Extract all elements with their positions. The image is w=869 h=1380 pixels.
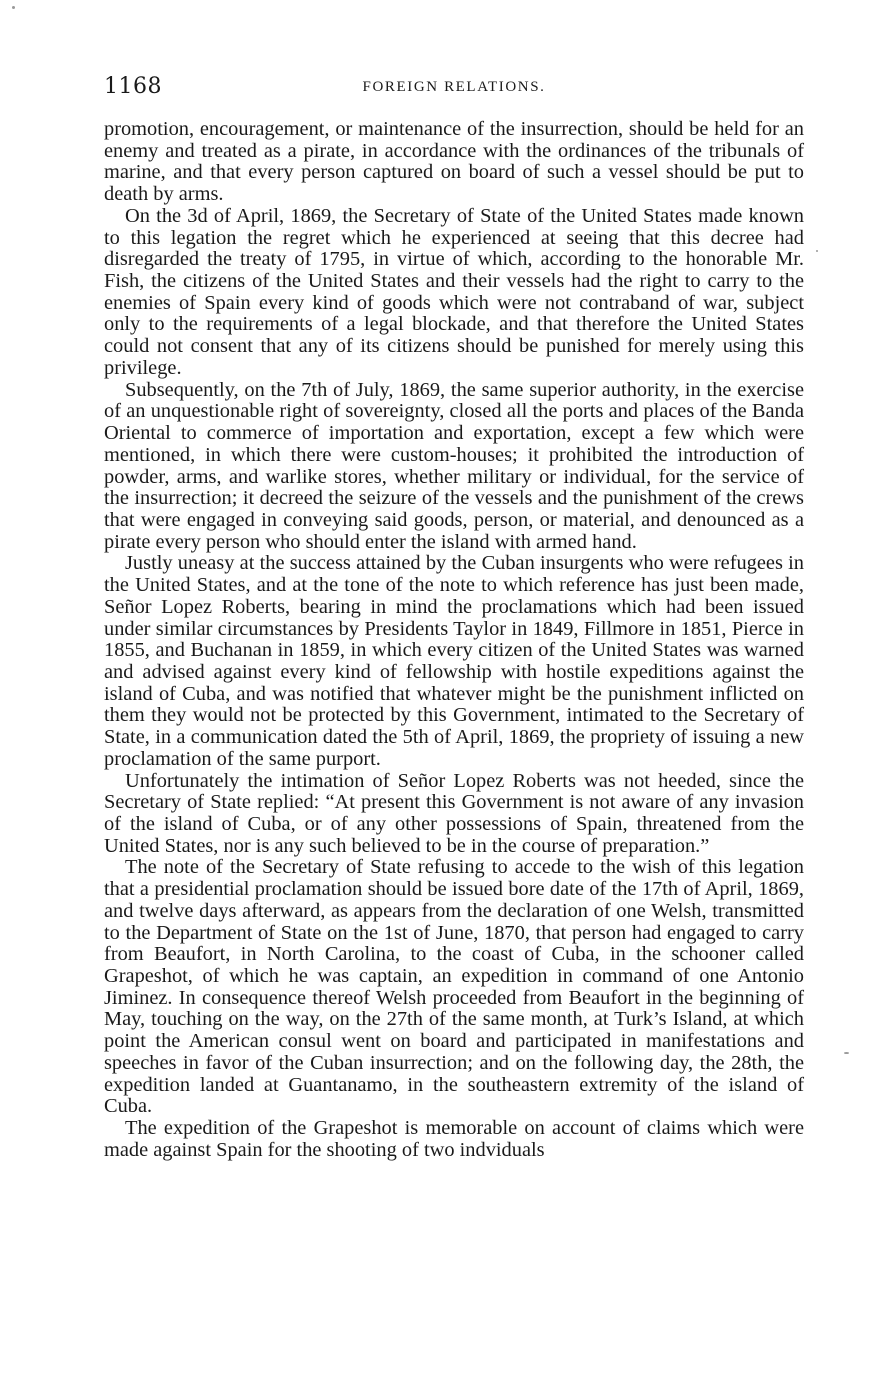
paragraph-grapeshot-expedition: The note of the Secretary of State refusing to accede to the wish of this legation that a presidential proclamation should be issued bore date of the 17th of April, 1869, and twelve days afterward, as appears from the declaration of one Welsh, transmitted to the Department of State on the 1st of June, 1870, that person had engaged to carry from Beaufort, in North Carolina, to the coast of Cuba, in the schooner called Grapeshot, of which he was captain, an expedition in command of one Antonio Jiminez. In consequence thereof Welsh proceeded from Beaufort in the beginning of May, touching on the way, on the 27th of the same month, at Turk’s Island, at which point the American consul went on board and participated in manifestations and speeches in favor of the Cuban insurrection; and on the following day, the 28th, the expedition landed at Guantanamo, in the southeastern extremity of the island of Cuba. — [104, 856, 804, 1118]
paragraph-grapeshot-claims: The expedition of the Grapeshot is memorable on account of claims which were made against Spain for the shooting of two indviduals — [104, 1117, 804, 1161]
running-title: FOREIGN RELATIONS. — [362, 79, 546, 95]
page-number: 1168 — [104, 74, 162, 99]
page-header — [104, 74, 804, 104]
scan-speck — [844, 1052, 849, 1054]
scan-speck — [12, 6, 15, 9]
scan-speck — [816, 250, 818, 252]
paragraph-lopez-roberts: Justly uneasy at the success attained by the Cuban insurgents who were refugees in the United States, and at the tone of the note to which reference has just been made, Señor Lopez Roberts, bearing in mind the proclamations which had been issued under similar circumstances by Presidents Taylor in 1849, Fillmore in 1851, Pierce in 1855, and Buchanan in 1859, in which every citizen of the United States was warned and advised against every kind of fellowship with hostile expeditions against the island of Cuba, and was notified that whatever might be the punishment inflicted on them they would not be protected by this Government, intimated to the Secretary of State, in a communication dated the 5th of April, 1869, the propriety of issuing a new proclamation of the same purport. — [104, 552, 804, 770]
paragraph-treaty-1795: On the 3d of April, 1869, the Secretary of State of the United States made known to this legation the regret which he experienced at seeing that this decree had disregarded the treaty of 1795, in virtue of which, according to the honorable Mr. Fish, the citizens of the United States and their vessels had the right to carry to the enemies of Spain every kind of goods which were not contraband of war, subject only to the requirements of a legal blockade, and that therefore the United States could not consent that any of its citizens should be punished for merely using this privilege. — [104, 204, 804, 379]
body-text — [104, 119, 804, 1162]
paragraph-continuation: promotion, encouragement, or maintenance of the insurrection, should be held for an enemy and treated as a pirate, in accordance with the ordinances of the tribunals of marine, and that every person captured on board of such a vessel should be put to death by arms. — [104, 118, 804, 206]
paragraph-secretary-reply: Unfortunately the intimation of Señor Lopez Roberts was not heeded, since the Secretary of State replied: “At present this Government is not aware of any invasion of the island of Cuba, or of any other possessions of Spain, threatened from the United States, nor is any such believed to be in the course of preparation.” — [104, 769, 804, 857]
paragraph-july-decree: Subsequently, on the 7th of July, 1869, the same superior authority, in the exercise of an unquestionable right of sovereignty, closed all the ports and places of the Banda Oriental to commerce of importation and exportation, except a few which were mentioned, in which there were custom-houses; it prohibited the introduction of powder, arms, and warlike stores, whether military or individual, for the service of the insurrection; it decreed the seizure of the vessels and the punishment of the crews that were engaged in conveying said goods, person, or material, and denounced as a pirate every person who should enter the island with armed hand. — [104, 378, 804, 553]
